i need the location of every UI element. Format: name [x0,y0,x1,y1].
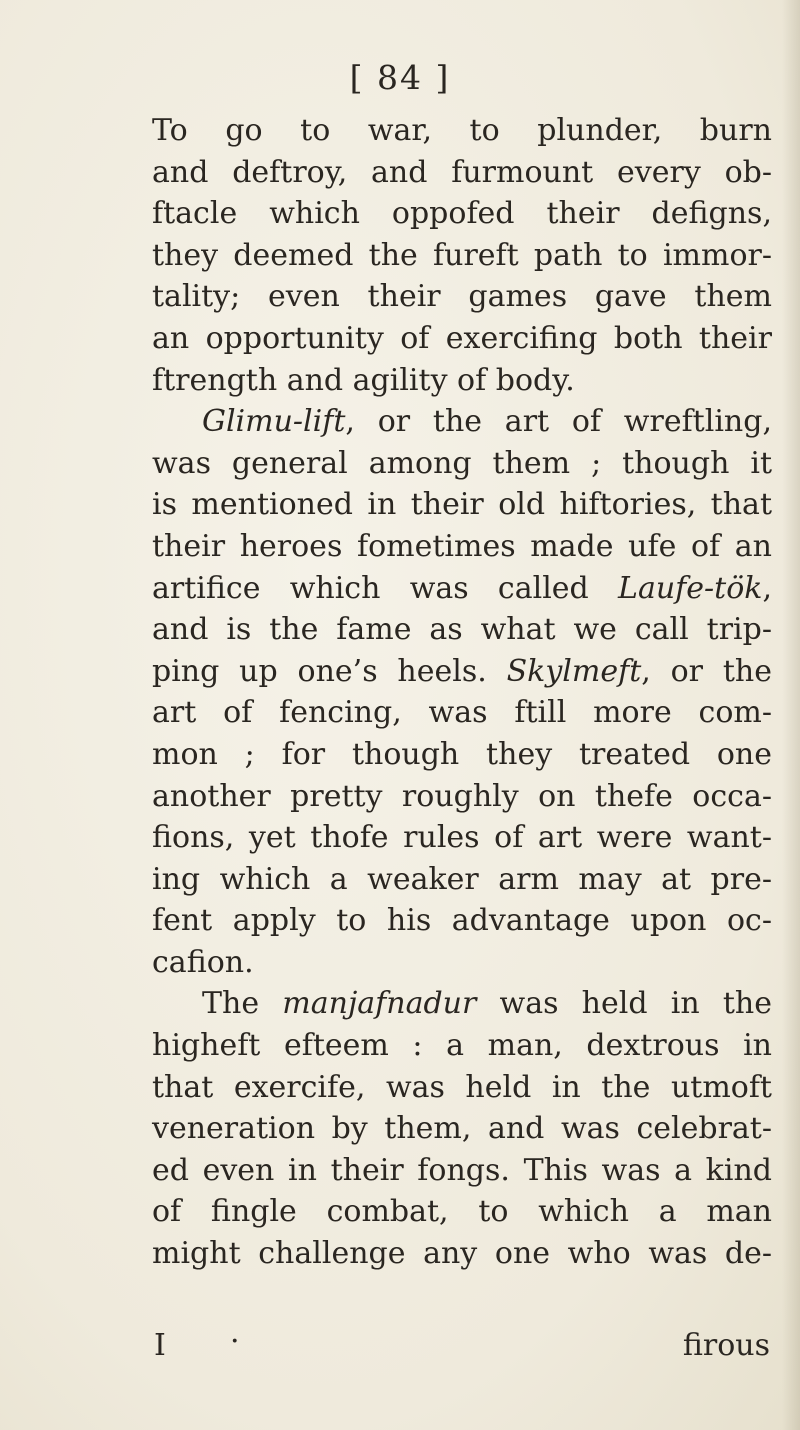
line-text: tality; even their games gave them [152,279,772,315]
text-line [152,152,772,194]
italic-term: Skylmeft [506,653,642,689]
page-edge-shadow [782,0,800,1430]
text-line [152,1150,772,1192]
text-line [152,526,772,568]
text-line [152,401,772,443]
text-line [152,983,772,1025]
line-text: an opportunity of exercifing both their [152,320,772,356]
line-text: , or the art of wreftling, [345,404,772,440]
italic-term: manjafnadur [282,986,477,1022]
line-text: , [762,570,772,606]
line-text: was held in the [476,986,773,1022]
text-line [152,609,772,651]
signature-mark: I [154,1328,166,1363]
text-line [152,360,772,402]
text-line [152,900,772,942]
line-text: their heroes fometimes made ufe of an [152,528,772,564]
line-text: mon ; for though they treated one [152,736,772,772]
line-text: and is the fame as what we call trip- [152,612,772,648]
italic-term: Glimu-lift [202,404,346,440]
footer-dot: · [230,1324,240,1359]
page-footer [152,1324,772,1368]
line-text: ed even in their fongs. This was a kind [152,1152,772,1188]
line-text: fent apply to his advantage upon oc- [152,903,772,939]
text-line [152,651,772,693]
text-line [152,568,772,610]
text-line [152,484,772,526]
line-text: ping up one’s heels. [152,653,507,689]
text-line [152,443,772,485]
catchword: firous [682,1328,770,1363]
line-text: another pretty roughly on thefe occa- [152,778,772,814]
text-line [152,734,772,776]
line-text: and deftroy, and furmount every ob- [152,154,772,190]
line-text: higheft efteem : a man, dextrous in [152,1028,772,1064]
line-text: might challenge any one who was de- [152,1236,772,1272]
line-text: The [202,986,283,1022]
line-text: of fingle combat, to which a man [152,1194,772,1230]
text-line [152,1191,772,1233]
body-text [152,110,772,1275]
text-line [152,692,772,734]
line-text: cafion. [152,944,254,980]
text-line [152,1025,772,1067]
text-line [152,1108,772,1150]
text-line [152,817,772,859]
text-line [152,942,772,984]
line-text: artifice which was called [152,570,619,606]
line-text: fions, yet thofe rules of art were want- [152,820,772,856]
text-line [152,318,772,360]
text-line [152,859,772,901]
text-line [152,110,772,152]
page-number-header: [ 84 ] [349,58,451,97]
line-text: is mentioned in their old hiftories, that [152,487,772,523]
line-text: they deemed the fureft path to immor- [152,237,772,273]
text-line [152,235,772,277]
line-text: art of fencing, was ftill more com- [152,695,772,731]
italic-term: Laufe-tök [618,570,763,606]
text-line [152,193,772,235]
text-line [152,776,772,818]
line-text: that exercife, was held in the utmoft [152,1069,772,1105]
text-line [152,1067,772,1109]
text-line [152,1233,772,1275]
text-line [152,276,772,318]
line-text: ftrength and agility of body. [152,362,575,398]
line-text: ftacle which oppofed their defigns, [152,196,772,232]
line-text: was general among them ; though it [152,445,772,481]
line-text: , or the [641,653,772,689]
line-text: To go to war, to plunder, burn [152,113,772,148]
line-text: ing which a weaker arm may at pre- [152,861,772,897]
line-text: veneration by them, and was celebrat- [152,1111,772,1147]
